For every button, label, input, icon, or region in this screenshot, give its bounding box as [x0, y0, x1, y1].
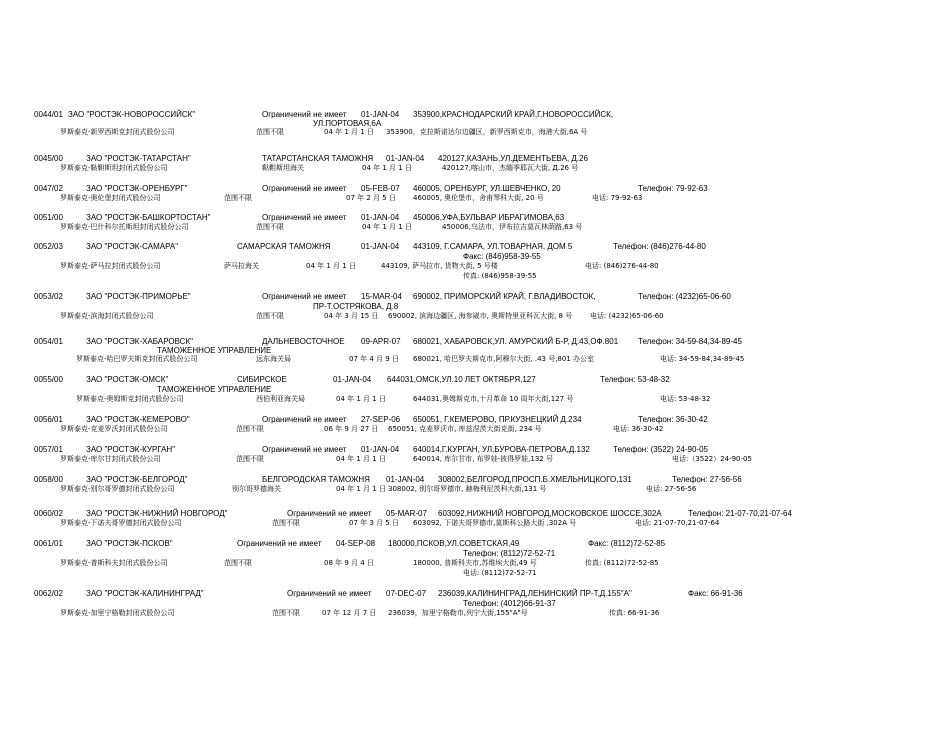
- fax-cn: 传真: (8112)72-52-85: [585, 559, 659, 567]
- address-ru: 443109, Г.САМАРА, УЛ.ТОВАРНАЯ, ДОМ 5: [413, 242, 573, 251]
- phone-ru: Телефон: 53-48-32: [600, 375, 670, 384]
- phone-ru: Телефон: (4232)65-06-60: [638, 292, 731, 301]
- address-cn: 353900，克拉斯诺达尔边疆区，新罗西斯克市，海港大街,6A 号: [386, 128, 588, 136]
- date-ru: 01-JAN-04: [361, 242, 400, 251]
- company-name-ru: ЗАО "РОСТЭК-ОМСК": [86, 375, 169, 384]
- company-name-ru: ЗАО "РОСТЭК-САМАРА": [86, 242, 179, 251]
- address-cn: 180000, 普斯科夫市,苏维埃大街,49 号: [413, 559, 537, 567]
- company-name-ru: ЗАО "РОСТЭК-ОРЕНБУРГ": [86, 184, 188, 193]
- restriction-ru: Ограничений не имеет: [262, 110, 347, 119]
- company-name-ru: ЗАО "РОСТЭК-КАЛИНИНГРАД": [86, 589, 204, 598]
- address-ru: 308002,БЕЛГОРОД,ПРОСП.Б.ХМЕЛЬНИЦКОГО,131: [438, 475, 632, 484]
- restriction-cn: 范围不限: [224, 194, 252, 202]
- restriction-cn: 范围不限: [256, 223, 284, 231]
- address-cn: 603092, 下诺夫哥罗德市,莫斯科公路大街 ,302A 号: [413, 519, 577, 527]
- fax-ru: Факс: 66-91-36: [688, 589, 743, 598]
- restriction-cn: 范围不限: [256, 128, 284, 136]
- company-name-cn: 罗斯泰克-奥姆斯克封闭式股份公司: [76, 395, 184, 403]
- company-name-ru: ЗАО "РОСТЭК-КУРГАН": [86, 445, 176, 454]
- phone-cn: 电话: 34-59-84,34-89-45: [660, 355, 745, 363]
- address-ru: 690002, ПРИМОРСКИЙ КРАЙ, Г.ВЛАДИВОСТОК,: [413, 292, 596, 301]
- date-cn: 08 年 9 月 4 日: [324, 559, 374, 567]
- phone-cn: 电话:（3522）24-90-05: [672, 455, 752, 463]
- record-code: 0061/01: [34, 539, 63, 548]
- address-ru-line2: ПР-Т.ОСТРЯКОВА, Д.8: [313, 302, 399, 311]
- address-cn: 443109, 萨马拉市, 货物大街, 5 号楼: [381, 262, 498, 270]
- address-ru: 236039,КАЛИНИНГРАД,ЛЕНИНСКИЙ ПР-Т,Д.155"А": [438, 589, 632, 598]
- date-ru: 04-SEP-08: [336, 539, 376, 548]
- phone-cn: 电话: 27-56-56: [646, 485, 697, 493]
- phone-cn: 电话: 79-92-63: [592, 194, 643, 202]
- record-code: 0047/02: [34, 184, 63, 193]
- company-name-cn: 罗斯泰克-萨马拉封闭式股份公司: [60, 262, 161, 270]
- company-name-ru: ЗАО "РОСТЭК-ПРИМОРЬЕ": [86, 292, 191, 301]
- restriction-cn: 远东海关局: [256, 355, 291, 363]
- company-name-cn: 罗斯泰克-奥伦堡封闭式股份公司: [60, 194, 161, 202]
- company-name-ru: ЗАО "РОСТЭК-НИЖНИЙ НОВГОРОД": [86, 509, 228, 518]
- phone-ru: Телефон: (846)276-44-80: [613, 242, 706, 251]
- address-ru: 353900,КРАСНОДАРСКИЙ КРАЙ,Г.НОВОРОССИЙСК,: [413, 110, 614, 119]
- address-ru: 460005, ОРЕНБУРГ, УЛ.ШЕВЧЕНКО, 20: [413, 184, 561, 193]
- date-cn: 04 年 1 月 1 日: [324, 128, 374, 136]
- company-name-cn: 罗斯泰克-鞑靼斯坦封闭式股份公司: [60, 164, 168, 172]
- restriction-cn: 别尔哥罗德海关: [232, 485, 281, 493]
- date-ru: 01-JAN-04: [386, 475, 425, 484]
- date-cn: 07 年 2 月 5 日: [346, 194, 396, 202]
- company-name-cn: 罗斯泰克-滨海封闭式股份公司: [60, 312, 154, 320]
- restriction-cn: 西伯利亚海关局: [256, 395, 305, 403]
- address-ru: 180000,ПСКОВ,УЛ.СОВЕТСКАЯ,49: [388, 539, 520, 548]
- record-code: 0051/00: [34, 213, 63, 222]
- record-code: 0057/01: [34, 445, 63, 454]
- restriction-ru: Ограничений не имеет: [262, 184, 347, 193]
- record-code: 0053/02: [34, 292, 63, 301]
- company-name-cn: 罗斯泰克-库尔甘封闭式股份公司: [60, 455, 161, 463]
- restriction-ru: Ограничений не имеет: [262, 445, 347, 454]
- address-cn: 236039，加里宁格勒市,列宁大街,155"A"号: [388, 609, 528, 617]
- record-code: 0054/01: [34, 337, 63, 346]
- phone-ru: Телефон: 21-07-70,21-07-64: [688, 509, 792, 518]
- fax-cn: 传真: 66-91-36: [609, 609, 660, 617]
- address-cn: 650051, 克麦罗沃市, 库兹涅茨大街克街, 234 号: [388, 425, 542, 433]
- restriction-ru: Ограничений не имеет: [262, 415, 347, 424]
- restriction-ru: ТАТАРСТАНСКАЯ ТАМОЖНЯ: [262, 154, 374, 163]
- date-cn: 07 年 4 月 9 日: [349, 355, 399, 363]
- company-name-cn: 罗斯泰克-哈巴罗夫斯克封闭式股份公司: [76, 355, 198, 363]
- phone-ru: Телефон: (4012)66-91-37: [463, 599, 556, 608]
- restriction-ru: САМАРСКАЯ ТАМОЖНЯ: [237, 242, 331, 251]
- address-cn: 420127,喀山市，杰缅季耶瓦大街, Д.26 号: [442, 164, 579, 172]
- record-code: 0055/00: [34, 375, 63, 384]
- restriction-cn: 萨马拉海关: [224, 262, 259, 270]
- address-ru-line2: УЛ.ПОРТОВАЯ,6А: [313, 119, 382, 128]
- restriction-ru: ДАЛЬНЕВОСТОЧНОЕ: [262, 337, 345, 346]
- restriction-ru: Ограничений не имеет: [237, 539, 322, 548]
- address-ru: 650051, Г.КЕМЕРОВО, ПР.КУЗНЕЦКИЙ Д.234: [413, 415, 582, 424]
- company-name-cn: 罗斯泰克-普斯科夫封闭式股份公司: [60, 559, 168, 567]
- restriction-ru-line2: ТАМОЖЕННОЕ УПРАВЛЕНИЕ: [157, 346, 272, 355]
- phone-cn: 电话: (846)276-44-80: [585, 262, 659, 270]
- date-ru: 09-APR-07: [361, 337, 401, 346]
- address-cn: 450006,乌法市，伊布拉吉莫瓦林荫路,63 号: [442, 223, 583, 231]
- company-name-ru: ЗАО "РОСТЭК-ХАБАРОВСК": [86, 337, 193, 346]
- address-cn: 640014, 库尔甘市, 布罗娃-彼得罗娃,132 号: [413, 455, 553, 463]
- restriction-cn: 范围不限: [236, 455, 264, 463]
- company-name-ru: ЗАО "РОСТЭК-ПСКОВ": [86, 539, 173, 548]
- restriction-cn: 范围不限: [272, 519, 300, 527]
- record-code: 0044/01: [34, 110, 63, 119]
- address-ru: 420127,КАЗАНЬ,УЛ.ДЕМЕНТЬЕВА, Д.26: [438, 154, 588, 163]
- address-ru: 644031,ОМСК,УЛ.10 ЛЕТ ОКТЯБРЯ,127: [387, 375, 536, 384]
- restriction-cn: 范围不限: [272, 609, 300, 617]
- address-cn: 680021, 哈巴罗夫斯克市,阿穆尔大街, .43 号,801 办公室: [413, 355, 595, 363]
- restriction-cn: 范围不限: [224, 559, 252, 567]
- phone-cn: 电话: (8112)72-52-71: [463, 569, 537, 577]
- company-name-cn: 罗斯泰克-巴什科尔托斯坦封闭式股份公司: [60, 223, 189, 231]
- record-code: 0056/01: [34, 415, 63, 424]
- phone-ru: Телефон: 27-56-56: [672, 475, 742, 484]
- phone-cn: 电话: 53-48-32: [660, 395, 711, 403]
- record-code: 0045/00: [34, 154, 63, 163]
- company-name-ru: ЗАО "РОСТЭК-НОВОРОССИЙСК": [68, 110, 196, 119]
- address-ru: 680021, ХАБАРОВСК,УЛ. АМУРСКИЙ Б-Р, Д.43,ОФ.801: [413, 337, 619, 346]
- company-name-ru: ЗАО "РОСТЭК-КЕМЕРОВО": [86, 415, 190, 424]
- date-cn: 06 年 9 月 27 日: [324, 425, 379, 433]
- restriction-ru: Ограничений не имеет: [262, 213, 347, 222]
- record-code: 0052/03: [34, 242, 63, 251]
- address-cn: 308002, 别尔哥罗德市, 赫梅利尼茨科大街,131 号: [388, 485, 547, 493]
- phone-ru: Телефон: (3522) 24-90-05: [613, 445, 709, 454]
- phone-ru: Телефон: 34-59-84,34-89-45: [638, 337, 742, 346]
- phone-ru: Телефон: 79-92-63: [638, 184, 708, 193]
- date-cn: 04 年 3 月 15 日: [324, 312, 379, 320]
- fax-ru: Факс: (8112)72-52-85: [588, 539, 666, 548]
- date-cn: 04 年 1 月 1 日: [336, 395, 386, 403]
- company-name-cn: 罗斯泰克-加里宁格勒封闭式股份公司: [60, 609, 175, 617]
- date-ru: 01-JAN-04: [386, 154, 425, 163]
- company-name-ru: ЗАО "РОСТЭК-БАШКОРТОСТАН": [86, 213, 211, 222]
- restriction-ru-line2: ТАМОЖЕННОЕ УПРАВЛЕНИЕ: [157, 385, 272, 394]
- phone-ru: Телефон: 36-30-42: [638, 415, 708, 424]
- date-ru: 07-DEC-07: [386, 589, 427, 598]
- date-cn: 04 年 1 月 1 日: [362, 223, 412, 231]
- fax-cn: 传真: (846)958-39-55: [463, 272, 537, 280]
- restriction-ru: Ограничений не имеет: [287, 509, 372, 518]
- record-code: 0060/02: [34, 509, 63, 518]
- company-name-cn: 罗斯泰克-新罗西斯克封闭式股份公司: [60, 128, 175, 136]
- record-code: 0058/00: [34, 475, 63, 484]
- date-ru: 01-JAN-04: [333, 375, 372, 384]
- company-name-cn: 罗斯泰克-下诺夫哥罗德封闭式股份公司: [60, 519, 182, 527]
- restriction-ru: БЕЛГОРОДСКАЯ ТАМОЖНЯ: [262, 475, 370, 484]
- address-cn: 460005, 奥伦堡市，舍甫琴科大街, 20 号: [413, 194, 544, 202]
- address-ru: 450006,УФА,БУЛЬВАР ИБРАГИМОВА,63: [413, 213, 565, 222]
- phone-cn: 电话: 21-07-70,21-07-64: [635, 519, 720, 527]
- company-name-ru: ЗАО "РОСТЭК-БЕЛГОРОД": [86, 475, 188, 484]
- date-cn: 04 年 1 月 1 日: [336, 485, 386, 493]
- address-cn: 690002, 滨海边疆区, 海参崴市, 奥斯特里亚科瓦大街, 8 号: [388, 312, 573, 320]
- company-name-cn: 罗斯泰克-克麦罗沃封闭式股份公司: [60, 425, 168, 433]
- date-ru: 05-MAR-07: [386, 509, 427, 518]
- date-ru: 01-JAN-04: [361, 110, 400, 119]
- company-name-cn: 罗斯泰克-别尔哥罗德封闭式股份公司: [60, 485, 175, 493]
- address-ru: 603092,НИЖНИЙ НОВГОРОД,МОСКОВСКОЕ ШОССЕ,302А: [438, 509, 662, 518]
- date-ru: 05-FEB-07: [361, 184, 400, 193]
- phone-cn: 电话: (4232)65-06-60: [590, 312, 664, 320]
- phone-ru: Телефон: (8112)72-52-71: [463, 549, 556, 558]
- date-cn: 04 年 1 月 1 日: [306, 262, 356, 270]
- company-name-ru: ЗАО "РОСТЭК-ТАТАРСТАН": [86, 154, 191, 163]
- fax-ru: Факс: (846)958-39-55: [463, 252, 541, 261]
- restriction-ru: Ограничений не имеет: [262, 292, 347, 301]
- restriction-cn: 鞑靼斯坦海关: [262, 164, 304, 172]
- date-ru: 15-MAR-04: [361, 292, 402, 301]
- address-cn: 644031,奥姆斯克市,十月革命 10 周年大街,127 号: [413, 395, 574, 403]
- restriction-cn: 范围不限: [236, 425, 264, 433]
- restriction-ru: Ограничений не имеет: [287, 589, 372, 598]
- date-cn: 04 年 1 月 1 日: [336, 455, 386, 463]
- restriction-cn: 范围不限: [256, 312, 284, 320]
- address-ru: 640014,Г.КУРГАН, УЛ.БУРОВА-ПЕТРОВА,Д.132: [413, 445, 590, 454]
- phone-cn: 电话: 36-30-42: [613, 425, 664, 433]
- date-ru: 27-SEP-06: [361, 415, 401, 424]
- date-cn: 07 年 3 月 5 日: [349, 519, 399, 527]
- date-cn: 07 年 12 月 7 日: [322, 609, 377, 617]
- date-ru: 01-JAN-04: [361, 213, 400, 222]
- restriction-ru: СИБИРСКОЕ: [237, 375, 287, 384]
- record-code: 0062/02: [34, 589, 63, 598]
- date-ru: 01-JAN-04: [361, 445, 400, 454]
- date-cn: 04 年 1 月 1 日: [362, 164, 412, 172]
